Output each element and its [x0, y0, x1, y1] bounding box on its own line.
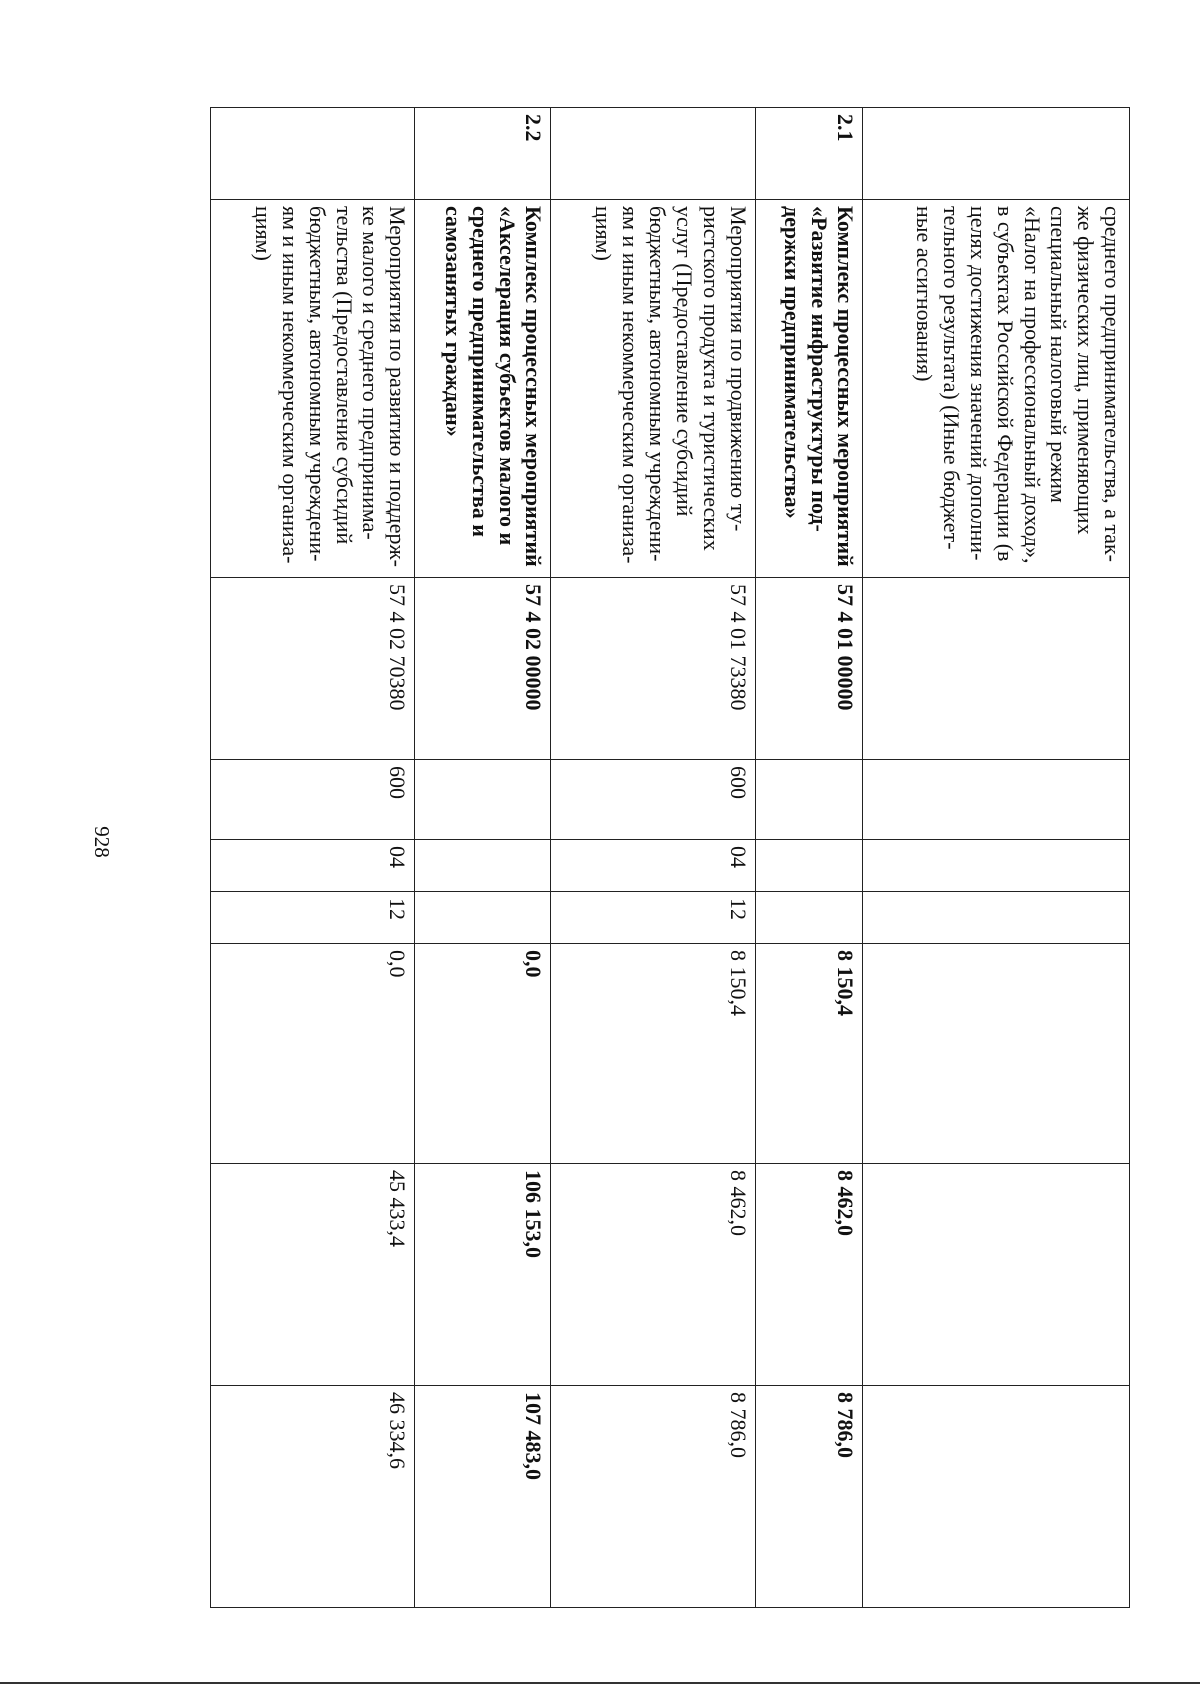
row-pr-code: 12 [211, 892, 415, 944]
row-number: 2.2 [415, 108, 551, 200]
row-value-3: 46 334,6 [211, 1386, 415, 1608]
row-vr-code [863, 760, 1130, 840]
budget-table [210, 107, 1130, 1608]
table-row [415, 108, 551, 1608]
page-number: 928 [90, 826, 115, 858]
row-number [551, 108, 755, 200]
row-pr-code: 12 [551, 892, 755, 944]
row-value-1: 0,0 [211, 944, 415, 1164]
row-pr-code [415, 892, 551, 944]
row-value-2: 8 462,0 [755, 1164, 863, 1386]
row-csr-code: 57 4 01 00000 [755, 578, 863, 760]
row-value-2 [863, 1164, 1130, 1386]
row-rz-code [415, 840, 551, 892]
table-row [211, 108, 415, 1608]
row-value-1 [863, 944, 1130, 1164]
row-value-3: 107 483,0 [415, 1386, 551, 1608]
row-value-3: 8 786,0 [755, 1386, 863, 1608]
row-pr-code [755, 892, 863, 944]
row-rz-code: 04 [211, 840, 415, 892]
row-csr-code: 57 4 01 73380 [551, 578, 755, 760]
row-value-1: 8 150,4 [755, 944, 863, 1164]
row-vr-code [415, 760, 551, 840]
row-number: 2.1 [755, 108, 863, 200]
row-name: Комплекс процессных мероприятий «Акселерация субъектов малого и среднего предпринимательства и самозанятых граждан» [415, 200, 551, 578]
row-name: среднего предпринимательства, а так-же физических лиц, применяющих специальный налоговый режим «Налог на профессиональный доход», в субъектах Российской Федерации (в целях достижения значений дополни-тельного результата) (Иные бюджет-ные ассигнования) [863, 200, 1130, 578]
row-value-2: 106 153,0 [415, 1164, 551, 1386]
row-value-1: 0,0 [415, 944, 551, 1164]
rotated-table [210, 107, 1130, 1607]
row-vr-code [755, 760, 863, 840]
table-row [755, 108, 863, 1608]
row-name: Комплекс процессных мероприятий «Развитие инфраструктуры под-держки предпринимательства» [755, 200, 863, 578]
row-csr-code [863, 578, 1130, 760]
row-number [863, 108, 1130, 200]
row-csr-code: 57 4 02 00000 [415, 578, 551, 760]
row-rz-code [755, 840, 863, 892]
row-value-2: 45 433,4 [211, 1164, 415, 1386]
row-number [211, 108, 415, 200]
table-row [551, 108, 755, 1608]
row-pr-code [863, 892, 1130, 944]
row-vr-code: 600 [551, 760, 755, 840]
row-value-3 [863, 1386, 1130, 1608]
row-name: Мероприятия по развитию и поддерж-ке малого и среднего предпринима-тельства (Предоставление субсидий бюджетным, автономным учреждени-ям и иным некоммерческим организа-циям) [211, 200, 415, 578]
row-vr-code: 600 [211, 760, 415, 840]
row-rz-code: 04 [551, 840, 755, 892]
row-value-3: 8 786,0 [551, 1386, 755, 1608]
row-value-1: 8 150,4 [551, 944, 755, 1164]
table-row [863, 108, 1130, 1608]
row-name: Мероприятия по продвижению ту-ристского продукта и туристических услуг (Предоставление субсидий бюджетным, автономным учреждени-ям и иным некоммерческим организа-циям) [551, 200, 755, 578]
row-csr-code: 57 4 02 70380 [211, 578, 415, 760]
scan-edge-line [0, 1682, 1200, 1684]
row-rz-code [863, 840, 1130, 892]
row-value-2: 8 462,0 [551, 1164, 755, 1386]
